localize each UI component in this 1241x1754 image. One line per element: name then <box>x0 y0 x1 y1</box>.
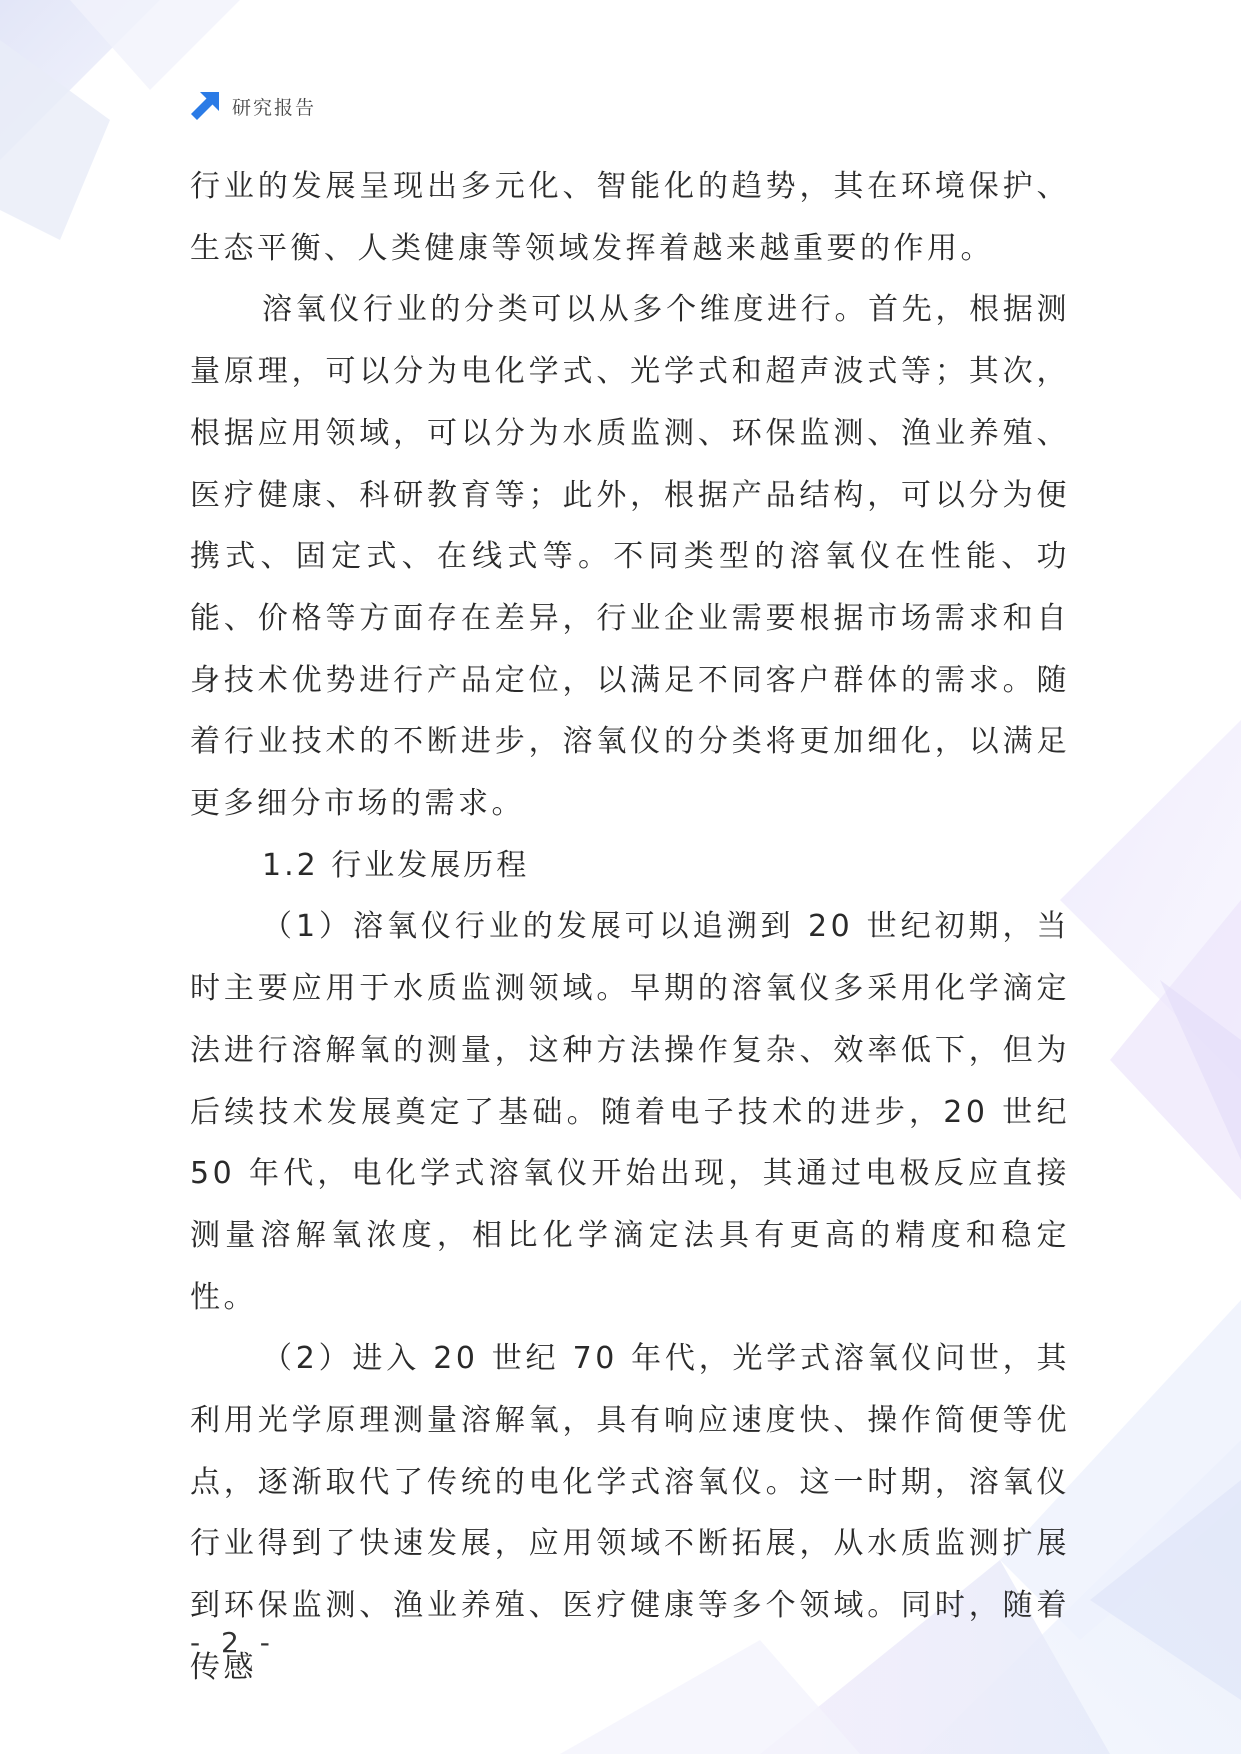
page-header <box>188 88 316 124</box>
paragraph: （1）溶氧仪行业的发展可以追溯到 20 世纪初期，当时主要应用于水质监测领域。早期的溶氧仪多采用化学滴定法进行溶解氧的测量，这种方法操作复杂、效率低下，但为后续技术发展奠定了基础。随着电子技术的进步，20 世纪 50 年代，电化学式溶氧仪开始出现，其通过电极反应直接测量溶解氧浓度，相比化学滴定法具有更高的精度和稳定性。 <box>190 909 1070 1315</box>
paragraph: 溶氧仪行业的分类可以从多个维度进行。首先，根据测量原理，可以分为电化学式、光学式和超声波式等；其次，根据应用领域，可以分为水质监测、环保监测、渔业养殖、医疗健康、科研教育等；此外，根据产品结构，可以分为便携式、固定式、在线式等。不同类型的溶氧仪在性能、功能、价格等方面存在差异，行业企业需要根据市场需求和自身技术优势进行产品定位，以满足不同客户群体的需求。随着行业技术的不断进步，溶氧仪的分类将更加细化，以满足更多细分市场的需求。 <box>190 292 1070 822</box>
document-body <box>190 156 1070 1699</box>
section-heading: 1.2 行业发展历程 <box>262 847 530 883</box>
header-title: 研究报告 <box>232 96 317 119</box>
paragraph: （2）进入 20 世纪 70 年代，光学式溶氧仪问世，其利用光学原理测量溶解氧，具有响应速度快、操作简便等优点，逐渐取代了传统的电化学式溶氧仪。这一时期，溶氧仪行业得到了快速发展，应用领域不断拓展，从水质监测扩展到环保监测、渔业养殖、医疗健康等多个领域。同时，随着传感 <box>190 1341 1070 1685</box>
page-number: - 2 - <box>190 1626 276 1659</box>
arrow-up-right-icon <box>188 89 222 123</box>
paragraph: 行业的发展呈现出多元化、智能化的趋势，其在环境保护、生态平衡、人类健康等领域发挥着越来越重要的作用。 <box>190 169 1070 266</box>
